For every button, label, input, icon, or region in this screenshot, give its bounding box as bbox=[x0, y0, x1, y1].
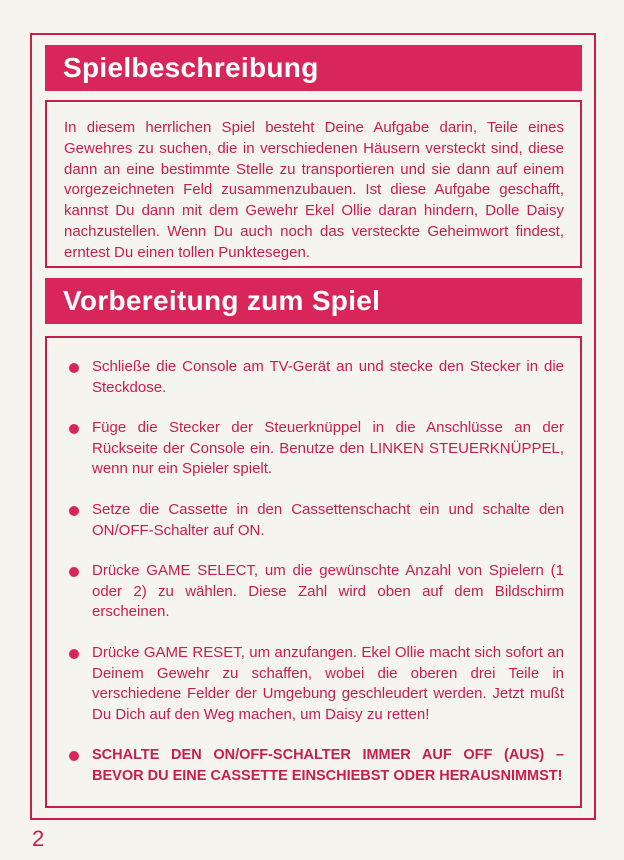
description-text: In diesem herrlichen Spiel besteht Deine Aufgabe darin, Teile eines Gewehres zu suchen, die in verschiedenen Häusern versteckt sind, diese dann an eine bestimmte Stelle zu transportieren und sie dann auf einem vorgezeichneten Feld zusammenzubauen. Ist diese Aufgabe geschafft, kannst Du dann mit dem Gewehr Ekel Ollie daran hindern, Dolle Daisy nachzustellen. Wenn Du auch noch das versteckte Geheimwort findest, erntest Du einen tollen Punktesegen. bbox=[64, 119, 564, 261]
bullet-icon bbox=[69, 424, 79, 434]
list-item bbox=[67, 500, 564, 541]
instructions-box bbox=[45, 336, 582, 808]
bullet-icon bbox=[69, 649, 79, 659]
bullet-icon bbox=[69, 506, 79, 516]
page-number: 2 bbox=[32, 826, 45, 851]
bullet-icon bbox=[69, 751, 79, 761]
warning-item bbox=[67, 745, 564, 786]
section-heading-spielbeschreibung bbox=[45, 45, 582, 91]
list-item bbox=[67, 643, 564, 725]
section-heading-vorbereitung bbox=[45, 278, 582, 324]
list-item-text: Drücke GAME RESET, um anzufangen. Ekel Ollie macht sich sofort an Deinem Gewehr zu schaffen, wobei die oberen drei Teile in verschiedene Felder der Umgebung geschleudert werden. Jetzt mußt Du Dich auf den Weg machen, um Daisy zu retten! bbox=[92, 643, 564, 723]
list-item-text: Füge die Stecker der Steuerknüppel in die Anschlüsse an der Rückseite der Console ein. Benutze den LINKEN STEUERKNÜPPEL, wenn nur ein Spieler spielt. bbox=[92, 419, 564, 478]
description-box bbox=[45, 100, 582, 268]
list-item-text: Setze die Cassette in den Cassettenschacht ein und schalte den ON/OFF-Schalter auf ON. bbox=[92, 500, 564, 539]
list-item-text: Drücke GAME SELECT, um die gewünschte Anzahl von Spielern (1 oder 2) zu wählen. Diese Zahl wird oben auf dem Bildschirm erscheinen. bbox=[92, 562, 564, 621]
list-item-text: Schließe die Console am TV-Gerät an und stecke den Stecker in die Steckdose. bbox=[92, 358, 564, 396]
list-item bbox=[67, 418, 564, 480]
bullet-icon bbox=[69, 363, 79, 373]
warning-text: SCHALTE DEN ON/OFF-SCHALTER IMMER AUF OFF (AUS) – BEVOR DU EINE CASSETTE EINSCHIEBST ODER HERAUSNIMMST! bbox=[92, 747, 564, 784]
section-title: Spielbeschreibung bbox=[63, 52, 319, 83]
section-title: Vorbereitung zum Spiel bbox=[63, 285, 381, 316]
list-item bbox=[67, 357, 564, 398]
bullet-icon bbox=[69, 567, 79, 577]
list-item bbox=[67, 561, 564, 623]
